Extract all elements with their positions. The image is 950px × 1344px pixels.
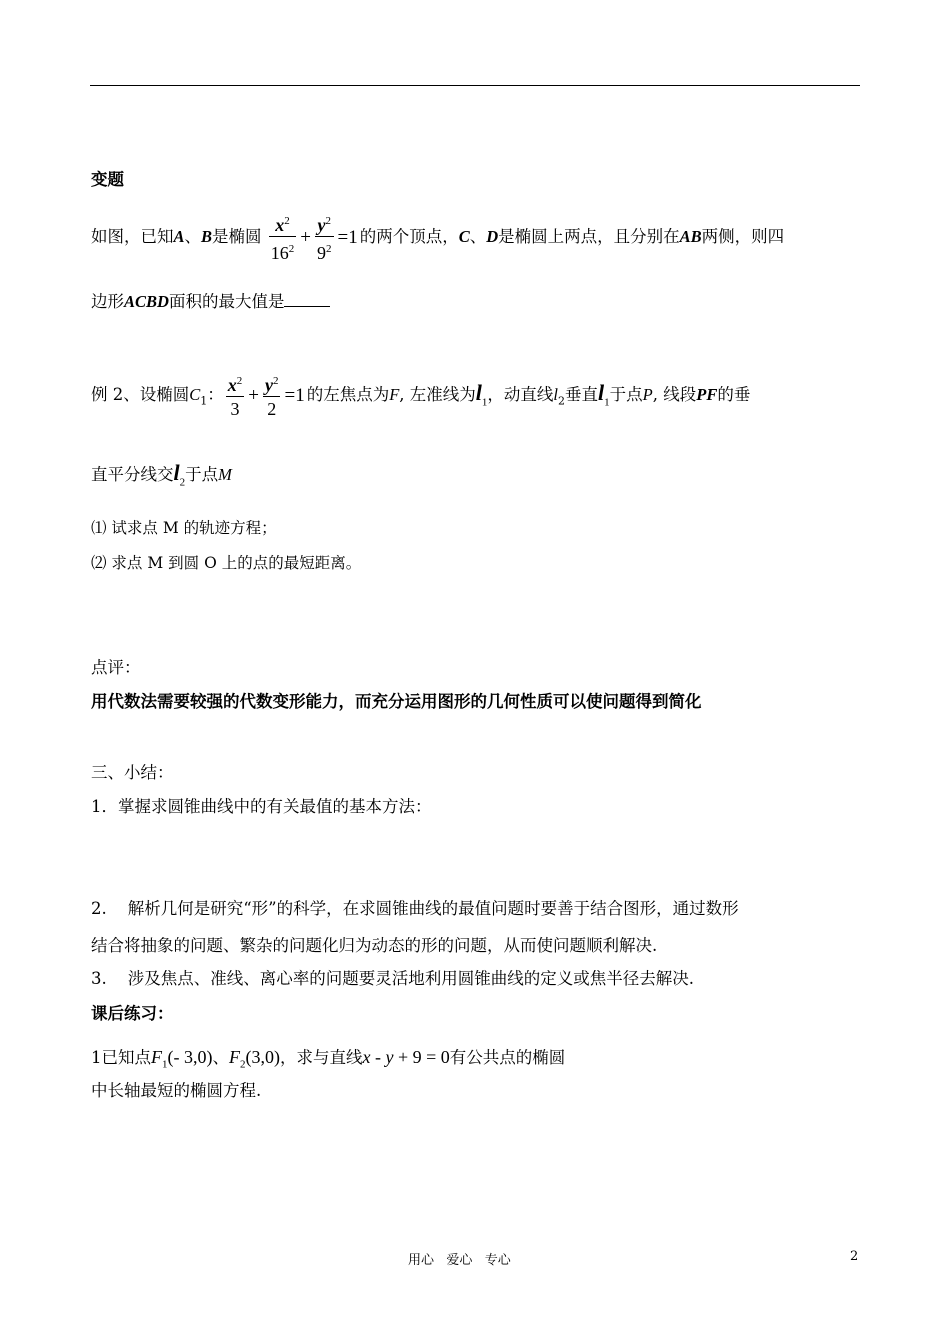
exercise-heading: 课后练习： bbox=[91, 1004, 174, 1023]
exercise-line-1: 1已知点$F_1(-$ 3,0)、$F_2(3,0)$，求与直线x - y + 9 = 0有公共点的椭圆 bbox=[91, 1047, 566, 1071]
variant-heading: 变题 bbox=[91, 170, 124, 189]
directrix-l1: $l_1$ bbox=[475, 380, 488, 409]
summary-item-2-line-2: 结合将抽象的问题、繁杂的问题化归为动态的形的问题，从而使问题顺利解决. bbox=[91, 936, 658, 955]
comment-text: 用代数法需要较强的代数变形能力，而充分运用图形的几何性质可以使问题得到简化 bbox=[91, 692, 702, 711]
fraction-x2-over-16sq: $\frac{x^2}{16^2}$ bbox=[269, 210, 297, 265]
footer-slogan: 用心 爱心 专心 bbox=[408, 1253, 511, 1268]
variant-line-1: 如图，已知A、B是椭圆 $\frac{x^2}{16^2}$ + $\frac{y^2}{9^2}$ =1 的两个顶点，C、D是椭圆上两点，且分别在AB两侧，则四 bbox=[91, 210, 784, 265]
exercise-line-2: 中长轴最短的椭圆方程. bbox=[91, 1081, 262, 1100]
fraction-y2-over-9sq: $\frac{y^2}{9^2}$ bbox=[315, 210, 334, 265]
summary-item-3: 3. 涉及焦点、准线、离心率的问题要灵活地利用圆锥曲线的定义或焦半径去解决. bbox=[91, 969, 694, 988]
answer-blank bbox=[284, 292, 330, 307]
summary-item-2-line-1: 2. 解析几何是研究“形”的科学，在求圆锥曲线的最值问题时要善于结合图形，通过数形 bbox=[91, 899, 739, 918]
summary-item-1: 1．掌握求圆锥曲线中的有关最值的基本方法： bbox=[91, 797, 432, 816]
example2-line-1: 例 2、设椭圆$C_1$： $\frac{x^2}{3}$ + $\frac{y^2}{2}$ =1 的左焦点为F, 左准线为$l_1$，动直线$l_2$垂直$l_1$于点P, 线段PF的垂 bbox=[91, 370, 750, 421]
example2-question-2: ⑵ 求点 M 到圆 O 上的点的最短距离。 bbox=[91, 554, 362, 572]
line-l1: $l_1$ bbox=[598, 380, 610, 409]
variant-line-2: 边形ACBD面积的最大值是 bbox=[91, 291, 330, 313]
example2-question-1: ⑴ 试求点 M 的轨迹方程； bbox=[91, 519, 277, 537]
fraction-y2-over-2: $\frac{y^2}{2}$ bbox=[263, 370, 281, 421]
header-rule bbox=[90, 85, 860, 86]
line-l2: $l_2$ bbox=[173, 460, 186, 489]
fraction-x2-over-3: $\frac{x^2}{3}$ bbox=[226, 370, 245, 421]
summary-heading: 三、小结： bbox=[91, 763, 174, 782]
comment-label: 点评： bbox=[91, 658, 141, 677]
page-number: 2 bbox=[850, 1249, 859, 1264]
example2-line-2: 直平分线交$l_2$于点M bbox=[91, 460, 232, 489]
